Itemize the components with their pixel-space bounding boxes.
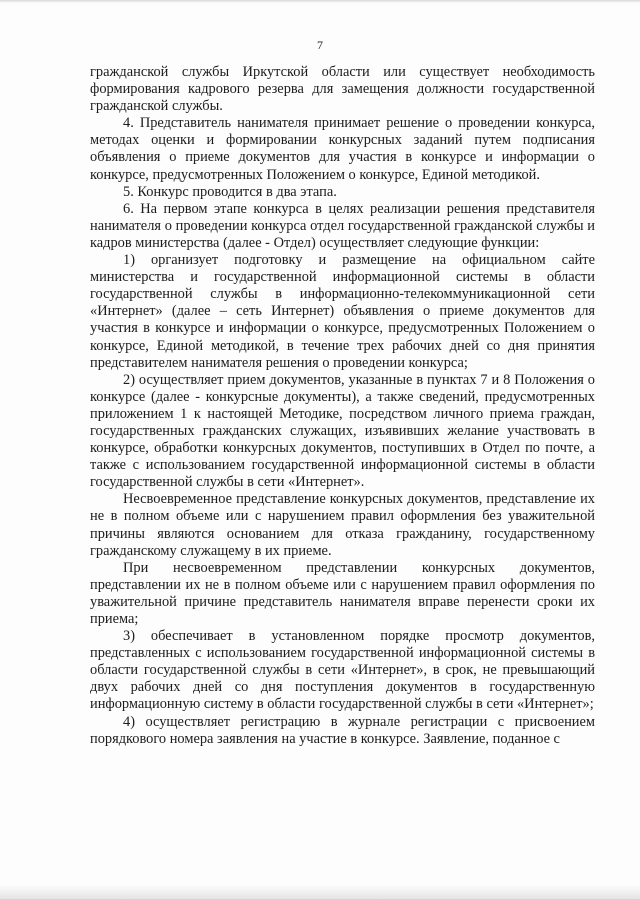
paragraph-subitem-4: 4) осуществляет регистрацию в журнале регистрации с присвоением порядкового номера заявления на участие в конкурсе. Заявление, поданное с [90, 713, 595, 747]
page-top-edge [0, 0, 640, 3]
paragraph-continuation: гражданской службы Иркутской области или существует необходимость формирования кадрового резерва для замещения должности государственной гражданской службы. [90, 64, 595, 115]
paragraph-subitem-1: 1) организует подготовку и размещение на официальном сайте министерства и государственной информационной системы в области государственной службы в информационно-телекоммуникационной сети «Интернет» (далее – сеть Интернет) объявления о приеме документов для участия в конкурсе и информации о конкурсе, предусмотренных Положением о конкурсе, Единой методикой, в течение трех рабочих дней со дня принятия представителем нанимателя решения о проведении конкурса; [90, 252, 595, 371]
paragraph-subitem-3: 3) обеспечивает в установленном порядке просмотр документов, представленных с использованием государственной информационной системы в области государственной службы в сети «Интернет», в срок, не превышающий двух рабочих дней со дня поступления документов в государственную информационную систему в области государственной службы в сети «Интернет»; [90, 628, 595, 713]
document-body [90, 64, 595, 748]
paragraph-late-submission: Несвоевременное представление конкурсных документов, представление их не в полном объеме или с нарушением правил оформления без уважительной причины являются основанием для отказа гражданину, государственному гражданскому служащему в их приеме. [90, 491, 595, 559]
paragraph-item-4: 4. Представитель нанимателя принимает решение о проведении конкурса, методах оценки и формировании конкурсных заданий путем подписания объявления о приеме документов для участия в конкурсе и информации о конкурсе, предусмотренных Положением о конкурсе, Единой методикой. [90, 115, 595, 183]
paragraph-item-5: 5. Конкурс проводится в два этапа. [123, 183, 337, 200]
page-bottom-shadow [0, 885, 640, 899]
page-number: 7 [317, 38, 323, 52]
paragraph-valid-reason: При несвоевременном представлении конкурсных документов, представлении их не в полном объеме или с нарушением правил оформления по уважительной причине представитель нанимателя вправе перенести сроки их приема; [90, 559, 595, 627]
paragraph-subitem-2: 2) осуществляет прием документов, указанные в пунктах 7 и 8 Положения о конкурсе (далее - конкурсные документы), а также сведений, предусмотренных приложением 1 к настоящей Методике, посредством личного приема граждан, государственных гражданских служащих, изъявивших желание участвовать в конкурсе, обработки конкурсных документов, поступивших в Отдел по почте, а также с использованием государственной информационной системы в области государственной службы в сети «Интернет». [90, 371, 595, 491]
paragraph-item-6: 6. На первом этапе конкурса в целях реализации решения представителя нанимателя о проведении конкурса отдел государственной гражданской службы и кадров министерства (далее - Отдел) осуществляет следующие функции: [90, 200, 595, 251]
